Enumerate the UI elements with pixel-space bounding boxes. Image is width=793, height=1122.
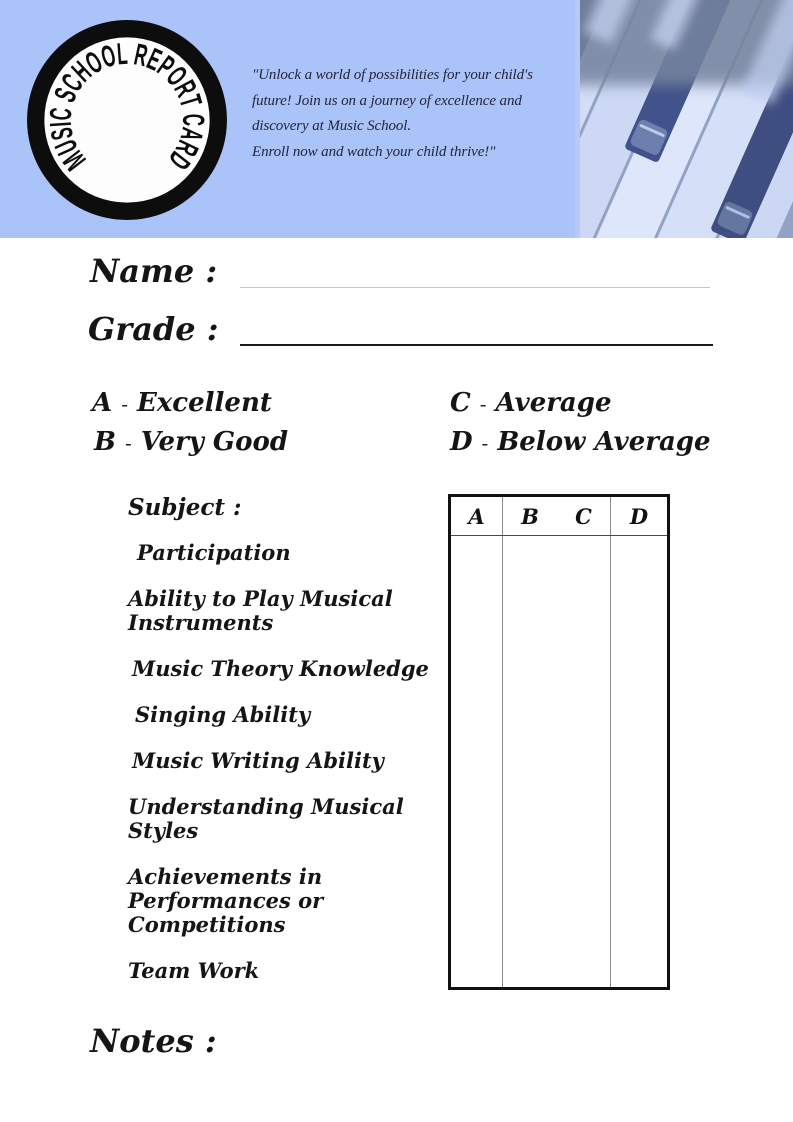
quote-line: "Unlock a world of possibilities for your child's xyxy=(252,67,533,83)
subject-item: Ability to Play Musical Instruments xyxy=(128,586,393,635)
legend-separator: - xyxy=(121,392,128,416)
name-input-line[interactable] xyxy=(240,287,710,288)
quote-line: Enroll now and watch your child thrive!" xyxy=(252,143,496,160)
quote-line: future! Join us on a journey of excellence and xyxy=(252,92,522,109)
subject-item: Singing Ability xyxy=(135,702,311,727)
legend-item-b xyxy=(94,427,288,457)
logo-curved-text: MUSIC SCHOOL REPORT CARD xyxy=(42,35,211,184)
legend-grade: A xyxy=(92,388,113,418)
legend-meaning: Below Average xyxy=(497,427,711,457)
legend-separator: - xyxy=(124,431,132,455)
piano-keys-image xyxy=(575,0,793,238)
grade-input-line[interactable] xyxy=(240,344,713,346)
grade-column-a-cell[interactable] xyxy=(451,536,503,987)
legend-meaning: Average xyxy=(495,388,612,418)
legend-separator: - xyxy=(481,431,489,455)
grade-table-header xyxy=(451,497,667,536)
legend-item-a xyxy=(92,388,272,418)
promo-quote xyxy=(252,63,574,165)
grade-table-body xyxy=(451,536,667,987)
subject-item: Team Work xyxy=(128,958,260,983)
grade-label: Grade : xyxy=(88,310,219,348)
grade-table-header-bc xyxy=(503,497,611,535)
legend-meaning: Excellent xyxy=(136,388,272,418)
subject-item: Understanding Musical Styles xyxy=(128,794,404,843)
quote-line: discovery at Music School. xyxy=(252,118,412,134)
subject-item: Music Writing Ability xyxy=(132,748,384,773)
grade-table-header-b: B xyxy=(521,503,539,529)
subject-list xyxy=(128,541,428,1005)
subjects-heading: Subject : xyxy=(128,494,242,521)
grade-table xyxy=(448,494,670,990)
grade-table-header-a: A xyxy=(451,497,503,535)
music-school-logo-icon xyxy=(25,18,229,222)
name-label: Name : xyxy=(90,252,218,290)
subject-item: Achievements in Performances or Competitions xyxy=(128,864,324,937)
notes-writein-area[interactable] xyxy=(90,1065,710,1115)
legend-item-d xyxy=(450,427,711,457)
piano-left-edge xyxy=(575,0,580,238)
grade-column-d-cell[interactable] xyxy=(611,536,667,987)
notes-label: Notes : xyxy=(90,1022,217,1060)
legend-separator: - xyxy=(479,392,487,416)
subject-item: Music Theory Knowledge xyxy=(132,656,429,681)
piano-keys-illustration xyxy=(575,0,793,238)
legend-meaning: Very Good xyxy=(140,427,289,457)
header-band xyxy=(0,0,793,238)
subject-item: Participation xyxy=(137,540,291,565)
legend-grade: C xyxy=(450,388,471,418)
grade-table-header-d: D xyxy=(629,503,649,529)
legend-grade: B xyxy=(94,427,116,457)
grade-table-header-c: C xyxy=(575,503,592,529)
legend-grade: D xyxy=(450,427,473,457)
grade-column-bc-cell[interactable] xyxy=(503,536,611,987)
legend-item-c xyxy=(450,388,612,418)
